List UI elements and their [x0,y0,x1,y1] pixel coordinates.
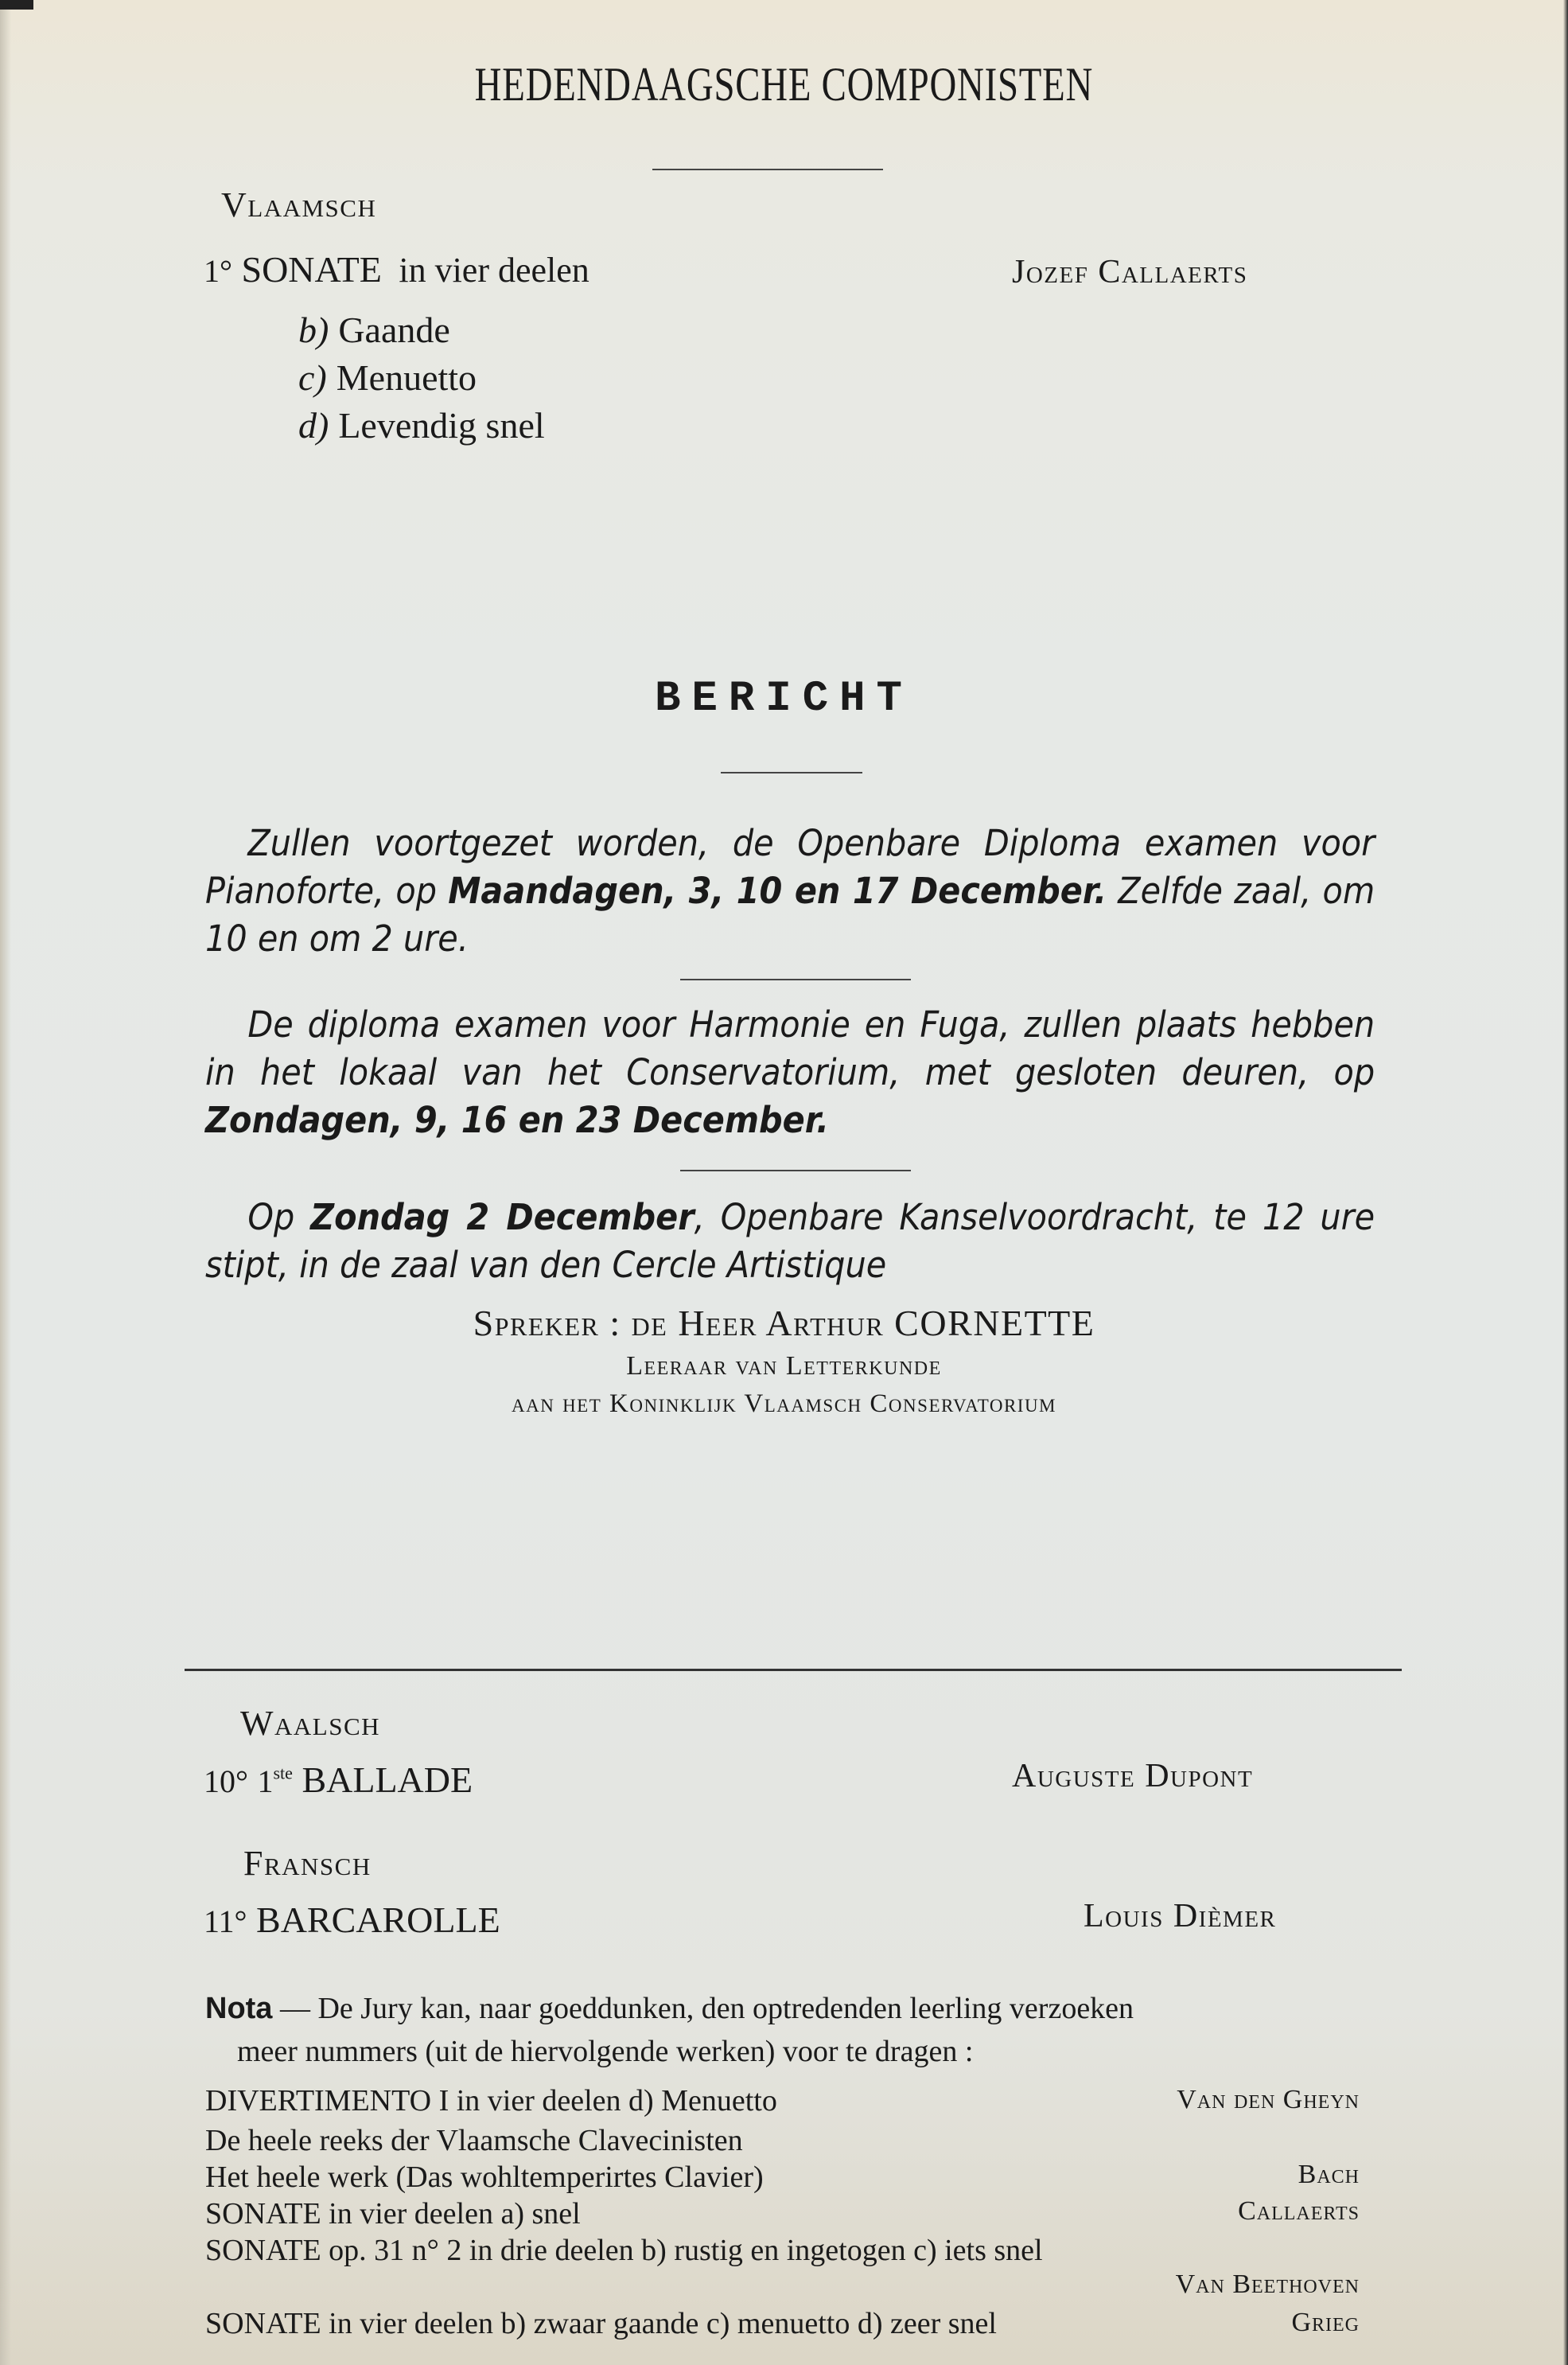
lecture-date: Zondag 2 December [310,1196,695,1238]
repertoire-work: DIVERTIMENTO I in vier deelen d) Menuetto [205,2084,777,2118]
title-divider [652,169,883,170]
speaker-line: Spreker : de Heer Arthur CORNETTE [473,1303,1095,1343]
harmony-exam-dates: Zondagen, 9, 16 en 23 December. [205,1099,829,1141]
nota-line-1: Nota — De Jury kan, naar goeddunken, den optredenden leerling verzoeken [205,1992,1134,2025]
movement-letter: b) [298,310,329,350]
movement-name: Gaande [338,310,450,350]
work-ordinal: 1 [257,1763,274,1799]
repertoire-composer: Van den Gheyn [1177,2085,1360,2114]
work-title: BALLADE [302,1759,473,1800]
section-label-waalsch: Waalsch [240,1704,381,1743]
repertoire-composer: Van Beethoven [1175,2270,1360,2299]
movement-b [298,309,450,351]
composer-diemer: Louis Dièmer [1084,1898,1277,1934]
work-1 [204,248,589,290]
repertoire-work: Het heele werk (Das wohltemperirtes Clavier) [205,2160,764,2194]
work-10 [204,1759,473,1801]
movement-letter: c) [298,357,327,398]
speaker-title: Leeraar van Letterkunde [626,1351,942,1381]
work-detail: in vier deelen [399,251,589,290]
section-label-vlaamsch: Vlaamsch [221,185,377,224]
repertoire-work: SONATE op. 31 n° 2 in drie deelen b) rustig en ingetogen c) iets snel [205,2234,1043,2267]
movement-name: Levendig snel [338,405,545,446]
exam-dates: Maandagen, 3, 10 en 17 December. [448,870,1107,912]
repertoire-composer: Grieg [1291,2308,1360,2337]
section-label-fransch: Fransch [243,1844,372,1883]
nota-label: Nota [205,1992,273,2025]
repertoire-work: SONATE in vier deelen a) snel [205,2197,581,2231]
scan-corner-mark [0,0,33,10]
page-edge-right [1563,0,1568,2365]
work-number: 10° [204,1763,248,1799]
page-edge-left [0,0,11,2365]
repertoire-composer: Bach [1298,2160,1360,2189]
repertoire-work: SONATE in vier deelen b) zwaar gaande c) menuetto d) zeer snel [205,2307,997,2340]
nota-line-2: meer nummers (uit de hiervolgende werken) voor te dragen : [237,2035,974,2068]
work-title: BARCAROLLE [256,1899,500,1940]
work-number: 1° [204,253,232,289]
bericht-heading: BERICHT [655,675,913,723]
work-number: 11° [204,1903,247,1939]
composer-dupont: Auguste Dupont [1012,1758,1254,1794]
repertoire-composer: Callaerts [1238,2196,1360,2226]
movement-d [298,404,545,446]
movement-c [298,357,477,399]
work-11 [204,1899,500,1941]
composer-callaerts: Jozef Callaerts [1012,254,1248,290]
section-divider [185,1669,1402,1671]
bericht-paragraph-3: Op Zondag 2 December, Openbare Kanselvoordracht, te 12 ure stipt, in de zaal van den Cercle Artistique [205,1196,1375,1286]
speaker-affiliation: aan het Koninklijk Vlaamsch Conservatorium [511,1389,1056,1418]
bericht-divider [721,772,862,773]
paragraph-divider-1 [680,979,911,980]
repertoire-work: De heele reeks der Vlaamsche Clavecinisten [205,2124,743,2157]
movement-name: Menuetto [336,357,477,398]
page-title: HEDENDAAGSCHE COMPONISTEN [474,58,1094,111]
work-ordinal-sup: ste [273,1763,293,1783]
movement-letter: d) [298,405,329,446]
bericht-paragraph-1: Zullen voortgezet worden, de Openbare Diploma examen voor Pianoforte, op Maandagen, 3, 10 en 17 December. Zelfde zaal, om 10 en om 2 ure. [205,822,1375,960]
work-title: SONATE [241,249,382,290]
bericht-paragraph-2: De diploma examen voor Harmonie en Fuga, zullen plaats hebben in het lokaal van het Conservatorium, met gesloten deuren, op Zondagen, 9, 16 en 23 December. [205,1003,1375,1141]
paragraph-divider-2 [680,1170,911,1171]
